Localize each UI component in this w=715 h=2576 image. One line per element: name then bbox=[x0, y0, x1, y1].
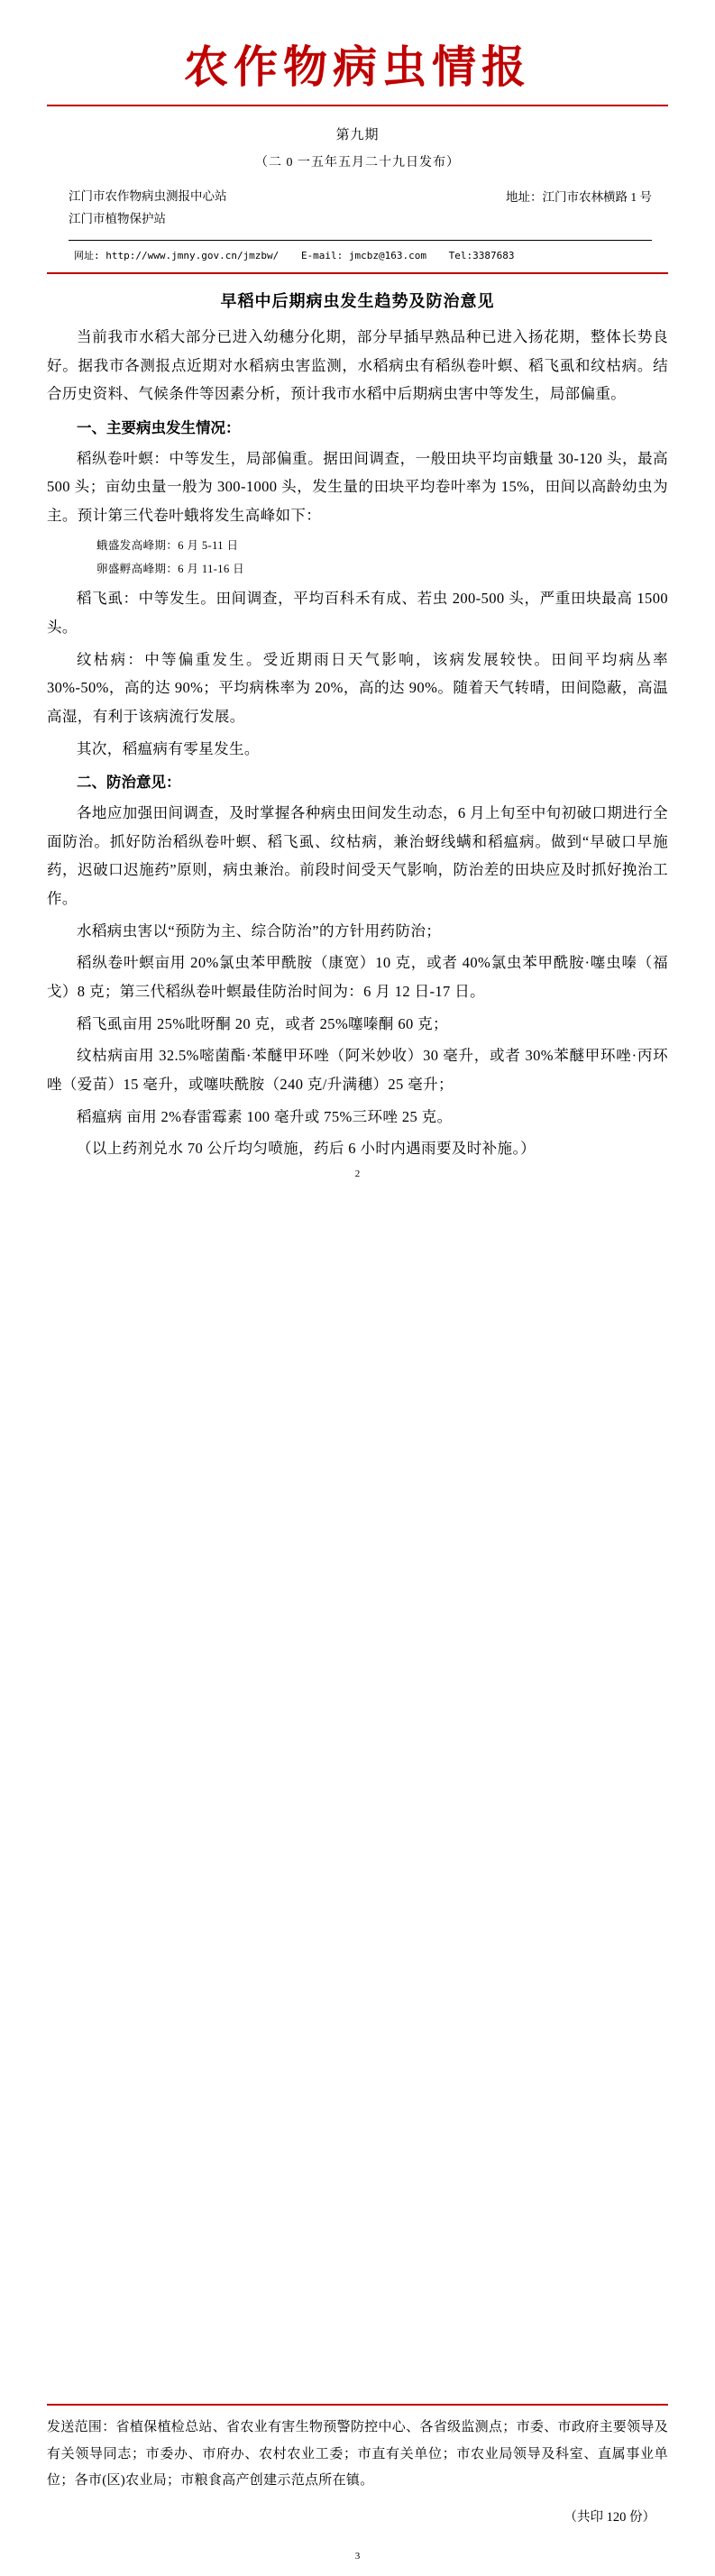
contact-row bbox=[69, 241, 652, 272]
paragraph-sheath-blight: 纹枯病：中等偏重发生。受近期雨日天气影响，该病发展较快。田间平均病丛率 30%-50%，高的达 90%；平均病株率为 20%，高的达 90%。随着天气转晴，田间隐蔽，高温高湿，有利于该病流行发展。 bbox=[47, 650, 668, 725]
paragraph-control-principle: 水稻病虫害以“预防为主、综合防治”的方针用药防治； bbox=[77, 921, 442, 940]
paragraph-drug-sheath-blight: 纹枯病亩用 32.5%嘧菌酯·苯醚甲环唑（阿米妙收）30 毫升，或者 30%苯醚甲环唑·丙环唑（爱苗）15 毫升，或噻呋酰胺（240 克/升满穗）25 毫升； bbox=[47, 1047, 668, 1093]
intro-paragraph: 当前我市水稻大部分已进入幼穗分化期，部分早插早熟品种已进入扬花期，整体长势良好。据我市各测报点近期对水稻病虫害监测，水稻病虫有稻纵卷叶螟、稻飞虱和纹枯病。结合历史资料、气候条件等因素分析，预计我市水稻中后期病虫害中等发生，局部偏重。 bbox=[47, 327, 668, 403]
page-number: 3 bbox=[354, 2551, 361, 2562]
issuer-line-2: 江门市植物保护站 bbox=[69, 212, 166, 226]
page-title: 早稻中后期病虫发生趋势及防治意见 bbox=[220, 291, 495, 310]
issuer-names bbox=[69, 185, 227, 231]
email-link[interactable]: E-mail: jmcbz@163.com bbox=[300, 250, 427, 262]
issuer-address: 地址：江门市农林横路 1 号 bbox=[506, 189, 652, 204]
section-heading-1: 一、主要病虫发生情况： bbox=[77, 419, 241, 436]
peak-period-list bbox=[47, 534, 668, 582]
website-link[interactable]: 网址: http://www.jmny.gov.cn/jmzbw/ bbox=[74, 250, 280, 262]
section-heading-2: 二、防治意见： bbox=[77, 774, 181, 792]
paragraph-drug-rice-blast: 稻瘟病 亩用 2%春雷霉素 100 毫升或 75%三环唑 25 克。 bbox=[77, 1107, 453, 1125]
distribution-list: 发送范围：省植保植检总站、省农业有害生物预警防控中心、各省级监测点；市委、市政府主要领导及有关领导同志；市委办、市府办、农村农业工委；市直有关单位；市农业局领导及科室、直属事业单位；各市(区)农业局；市粮食高产创建示范点所在镇。 bbox=[47, 2420, 668, 2488]
footnote-number: 2 bbox=[354, 1168, 361, 1179]
masthead-title: 农作物病虫情报 bbox=[183, 41, 531, 93]
footer bbox=[47, 2404, 668, 2526]
paragraph-other-disease: 其次，稻瘟病有零星发生。 bbox=[77, 739, 260, 757]
footer-divider bbox=[47, 2404, 668, 2406]
issuer-block bbox=[47, 185, 668, 272]
paragraph-drug-leaf-roller: 稻纵卷叶螟亩用 20%氯虫苯甲酰胺（康宽）10 克，或者 40%氯虫苯甲酰胺·噻虫嗪（福戈）8 克；第三代稻纵卷叶螟最佳防治时间为：6 月 12 日-17 日。 bbox=[47, 954, 668, 1000]
telephone-text: Tel:3387683 bbox=[448, 250, 515, 262]
header-bottom-divider bbox=[47, 272, 668, 274]
paragraph-application-note: （以上药剂兑水 70 公斤均匀喷施，药后 6 小时内遇雨要及时补施。） bbox=[77, 1140, 536, 1158]
paragraph-leaf-roller: 稻纵卷叶螟：中等发生，局部偏重。据田间调查，一般田块平均亩蛾量 30-120 头，最高 500 头；亩幼虫量一般为 300-1000 头，发生量的田块平均卷叶率为 15%，田间以高龄幼虫为主。预计第三代卷叶蛾将发生高峰如下： bbox=[47, 449, 668, 525]
paragraph-planthopper: 稻飞虱：中等发生。田间调查，平均百科禾有成、若虫 200-500 头，严重田块最高 1500 头。 bbox=[47, 590, 668, 636]
print-count: （共印 120 份） bbox=[564, 2510, 655, 2525]
peak-period-egg: 卵盛孵高峰期：6 月 11-16 日 bbox=[96, 562, 245, 575]
paragraph-control-plan: 各地应加强田间调查，及时掌握各种病虫田间发生动态，6 月上旬至中旬初破口期进行全面防治。抓好防治稻纵卷叶螟、稻飞虱、纹枯病，兼治蚜线螨和稻瘟病。做到“早破口早施药，迟破口迟施药”原则，病虫兼治。前段时间受天气影响，防治差的田块应及时抓好挽治工作。 bbox=[47, 803, 668, 907]
issue-number: 第九期 bbox=[335, 127, 380, 142]
paragraph-drug-planthopper: 稻飞虱亩用 25%吡呀酮 20 克，或者 25%噻嗪酮 60 克； bbox=[77, 1014, 448, 1032]
masthead bbox=[47, 25, 668, 170]
issuer-line-1: 江门市农作物病虫测报中心站 bbox=[69, 188, 227, 203]
issue-date: （二 0 一五年五月二十九日发布） bbox=[255, 155, 460, 170]
peak-period-moth: 蛾盛发高峰期：6 月 5-11 日 bbox=[96, 538, 239, 552]
masthead-divider bbox=[47, 105, 668, 106]
issuer-row bbox=[69, 185, 652, 231]
